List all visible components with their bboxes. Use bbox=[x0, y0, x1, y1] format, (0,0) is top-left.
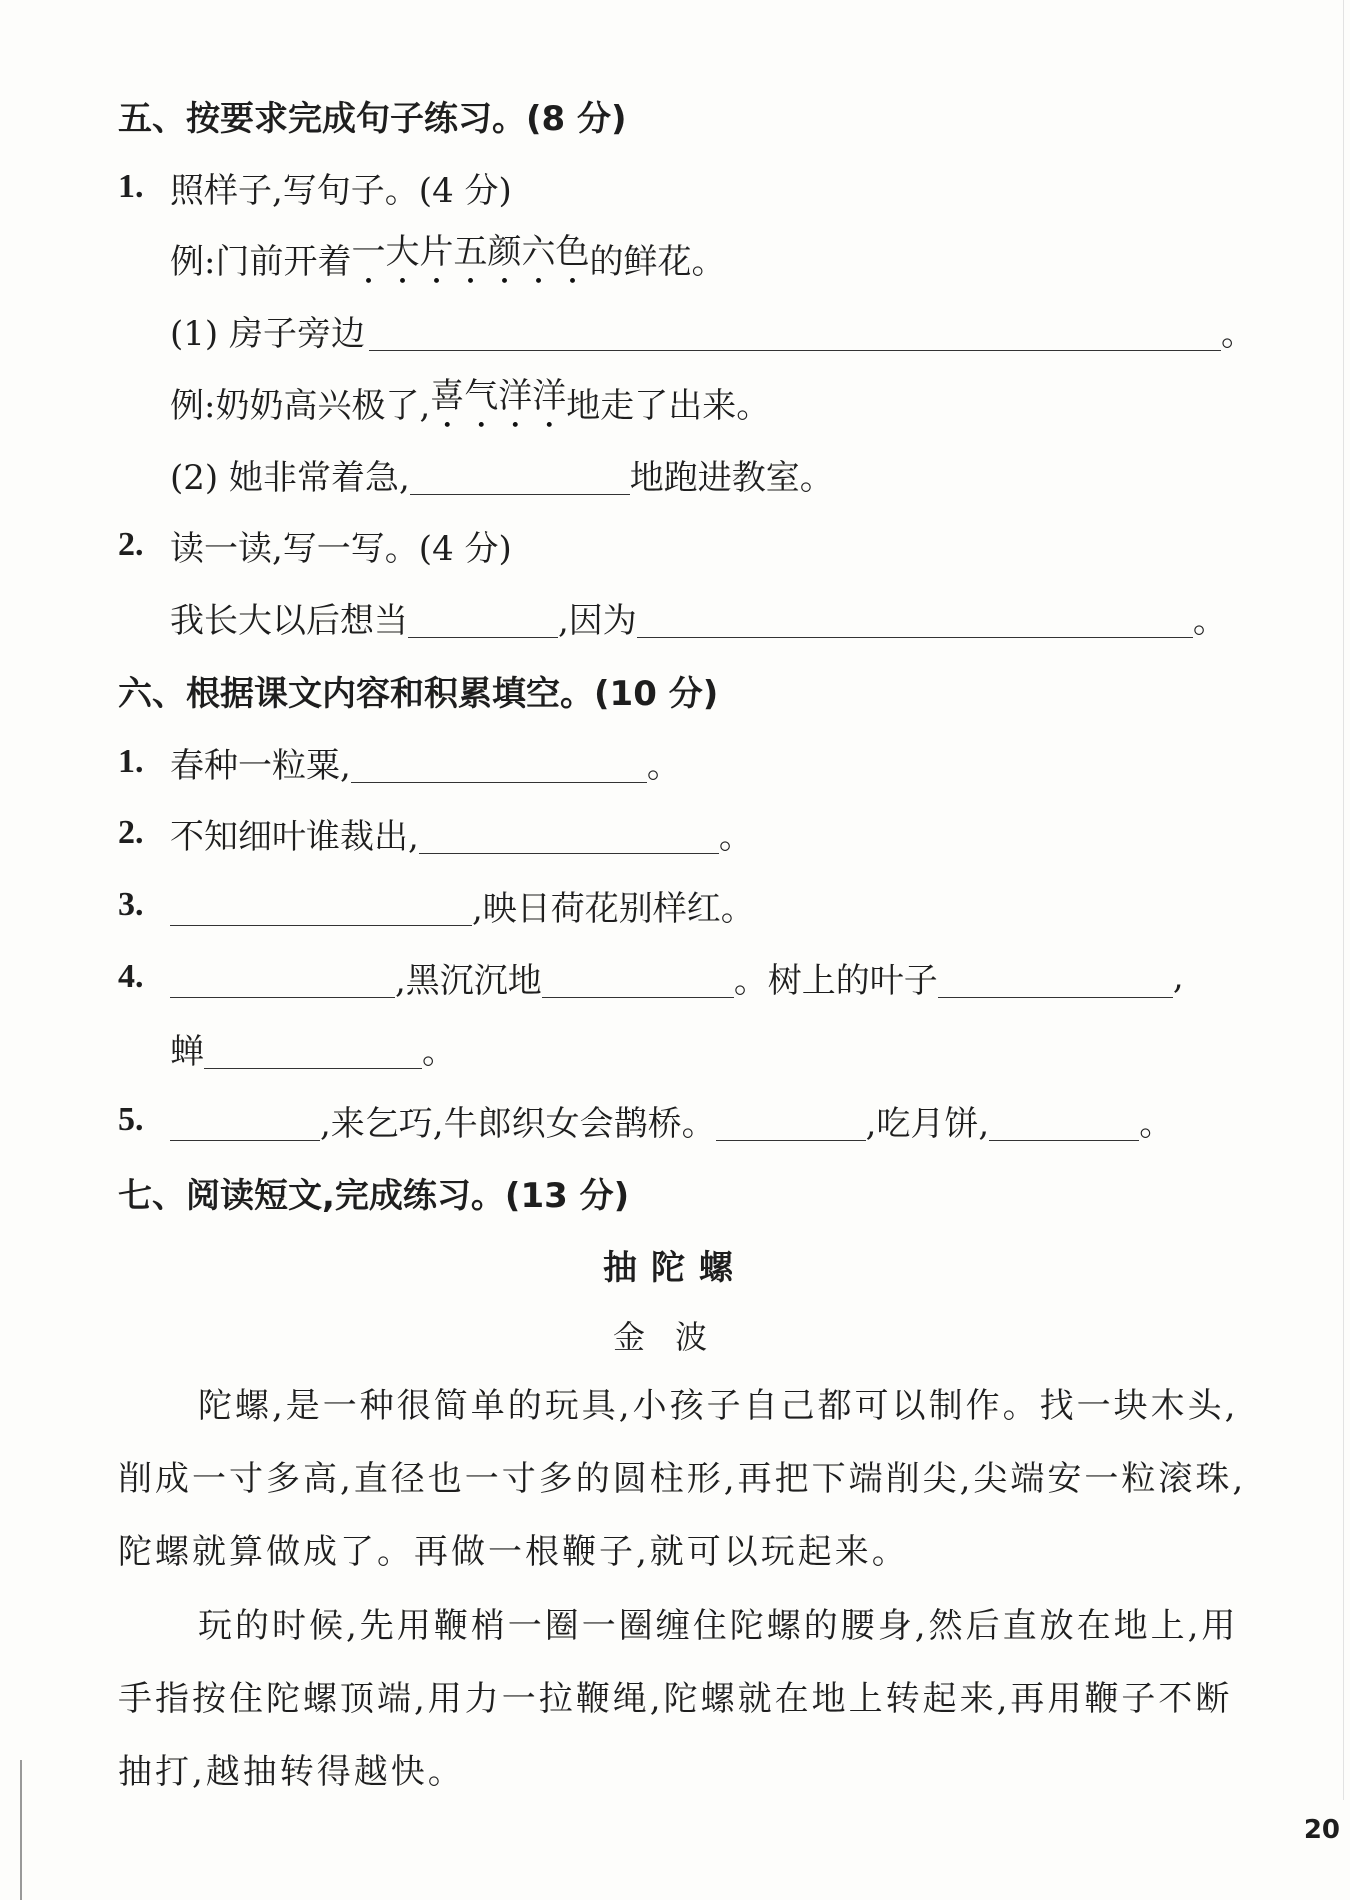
answer-blank[interactable] bbox=[419, 813, 719, 854]
answer-blank[interactable] bbox=[938, 957, 1173, 998]
example-1-prefix: 例:门前开着 bbox=[170, 241, 352, 282]
item-3-prefix: 我长大以后想当 bbox=[170, 600, 408, 641]
answer-blank[interactable] bbox=[408, 597, 558, 638]
answer-blank[interactable] bbox=[410, 454, 630, 495]
example-2-suffix: 地走了出来。 bbox=[566, 385, 771, 426]
fill-4-cicada: 蝉 bbox=[170, 1031, 204, 1072]
question-number: 1. bbox=[118, 743, 144, 780]
question-text: 照样子,写句子。(4 分) bbox=[170, 170, 512, 211]
fill-2-end: 。 bbox=[718, 816, 753, 857]
fill-3-text: ,映日荷花别样红。 bbox=[472, 888, 755, 929]
example-2-prefix: 例:奶奶高兴极了, bbox=[170, 385, 431, 426]
question-5-1 bbox=[118, 157, 1350, 217]
fill-2-text: 不知细叶谁裁出, bbox=[170, 816, 419, 857]
question-number: 2. bbox=[118, 814, 144, 851]
fill-1-end: 。 bbox=[646, 745, 681, 786]
section-7-title: 七、阅读短文,完成练习。(13 分) bbox=[118, 1175, 630, 1216]
fill-3 bbox=[118, 875, 1350, 935]
example-1-emphasis: 一大片五颜六色 bbox=[351, 232, 590, 272]
item-3 bbox=[170, 587, 1350, 647]
answer-blank[interactable] bbox=[351, 742, 647, 783]
binding-line bbox=[20, 1760, 22, 1900]
question-number: 5. bbox=[118, 1101, 144, 1138]
answer-blank[interactable] bbox=[369, 310, 1221, 351]
section-6-title: 六、根据课文内容和积累填空。(10 分) bbox=[118, 673, 719, 714]
example-1 bbox=[170, 228, 1350, 288]
article-author: 金波 bbox=[612, 1318, 737, 1356]
example-2-emphasis: 喜气洋洋 bbox=[430, 376, 567, 416]
fill-1 bbox=[118, 732, 1350, 792]
question-text: 读一读,写一写。(4 分) bbox=[170, 528, 512, 569]
item-2 bbox=[170, 444, 1350, 504]
fill-5 bbox=[118, 1090, 1350, 1150]
answer-blank[interactable] bbox=[637, 597, 1193, 638]
section-5-title: 五、按要求完成句子练习。(8 分) bbox=[118, 98, 627, 139]
fill-2 bbox=[118, 803, 1350, 863]
item-2-end: 地跑进教室。 bbox=[629, 457, 834, 498]
item-3-end: 。 bbox=[1192, 600, 1227, 641]
item-1-label: (1) 房子旁边 bbox=[170, 313, 365, 354]
article-paragraph-2: 玩的时候,先用鞭梢一圈一圈缠住陀螺的腰身,然后直放在地上,用手指按住陀螺顶端,用力一拉鞭绳,陀螺就在地上转起来,再用鞭子不断抽打,越抽转得越快。 bbox=[118, 1606, 1239, 1792]
fill-4 bbox=[118, 947, 1350, 1007]
answer-blank[interactable] bbox=[170, 885, 472, 926]
item-1 bbox=[170, 300, 1350, 360]
fill-5-text-2: ,吃月饼, bbox=[865, 1103, 990, 1144]
fill-4-continued bbox=[170, 1018, 1350, 1078]
example-2 bbox=[170, 372, 1350, 432]
item-3-mid: ,因为 bbox=[558, 600, 637, 641]
question-number: 4. bbox=[118, 958, 144, 995]
answer-blank[interactable] bbox=[170, 957, 395, 998]
question-5-2 bbox=[118, 515, 1350, 575]
item-1-end: 。 bbox=[1220, 313, 1255, 354]
answer-blank[interactable] bbox=[989, 1100, 1139, 1141]
fill-4-end: 。 bbox=[422, 1031, 456, 1072]
answer-blank[interactable] bbox=[170, 1100, 320, 1141]
margin-line bbox=[1343, 0, 1344, 1800]
fill-1-text: 春种一粒粟, bbox=[170, 745, 351, 786]
fill-4-text-2: 。树上的叶子 bbox=[733, 960, 938, 1001]
fill-5-text-1: ,来乞巧,牛郎织女会鹊桥。 bbox=[320, 1103, 716, 1144]
page-number: 20 bbox=[1303, 1815, 1340, 1845]
answer-blank[interactable] bbox=[542, 957, 734, 998]
question-number: 3. bbox=[118, 886, 144, 923]
fill-4-text-3: , bbox=[1172, 957, 1184, 997]
answer-blank[interactable] bbox=[204, 1028, 422, 1069]
fill-4-text-1: ,黑沉沉地 bbox=[395, 960, 542, 1001]
question-number: 2. bbox=[118, 526, 144, 563]
fill-5-end: 。 bbox=[1139, 1103, 1174, 1144]
article-paragraph-1: 陀螺,是一种很简单的玩具,小孩子自己都可以制作。找一块木头,削成一寸多高,直径也一寸多的圆柱形,再把下端削尖,尖端安一粒滚珠,陀螺就算做成了。再做一根鞭子,就可以玩起来。 bbox=[118, 1386, 1247, 1572]
question-number: 1. bbox=[118, 168, 144, 205]
item-2-label: (2) 她非常着急, bbox=[170, 457, 410, 498]
answer-blank[interactable] bbox=[716, 1100, 866, 1141]
article-title: 抽陀螺 bbox=[603, 1247, 747, 1288]
example-1-suffix: 的鲜花。 bbox=[589, 241, 726, 282]
